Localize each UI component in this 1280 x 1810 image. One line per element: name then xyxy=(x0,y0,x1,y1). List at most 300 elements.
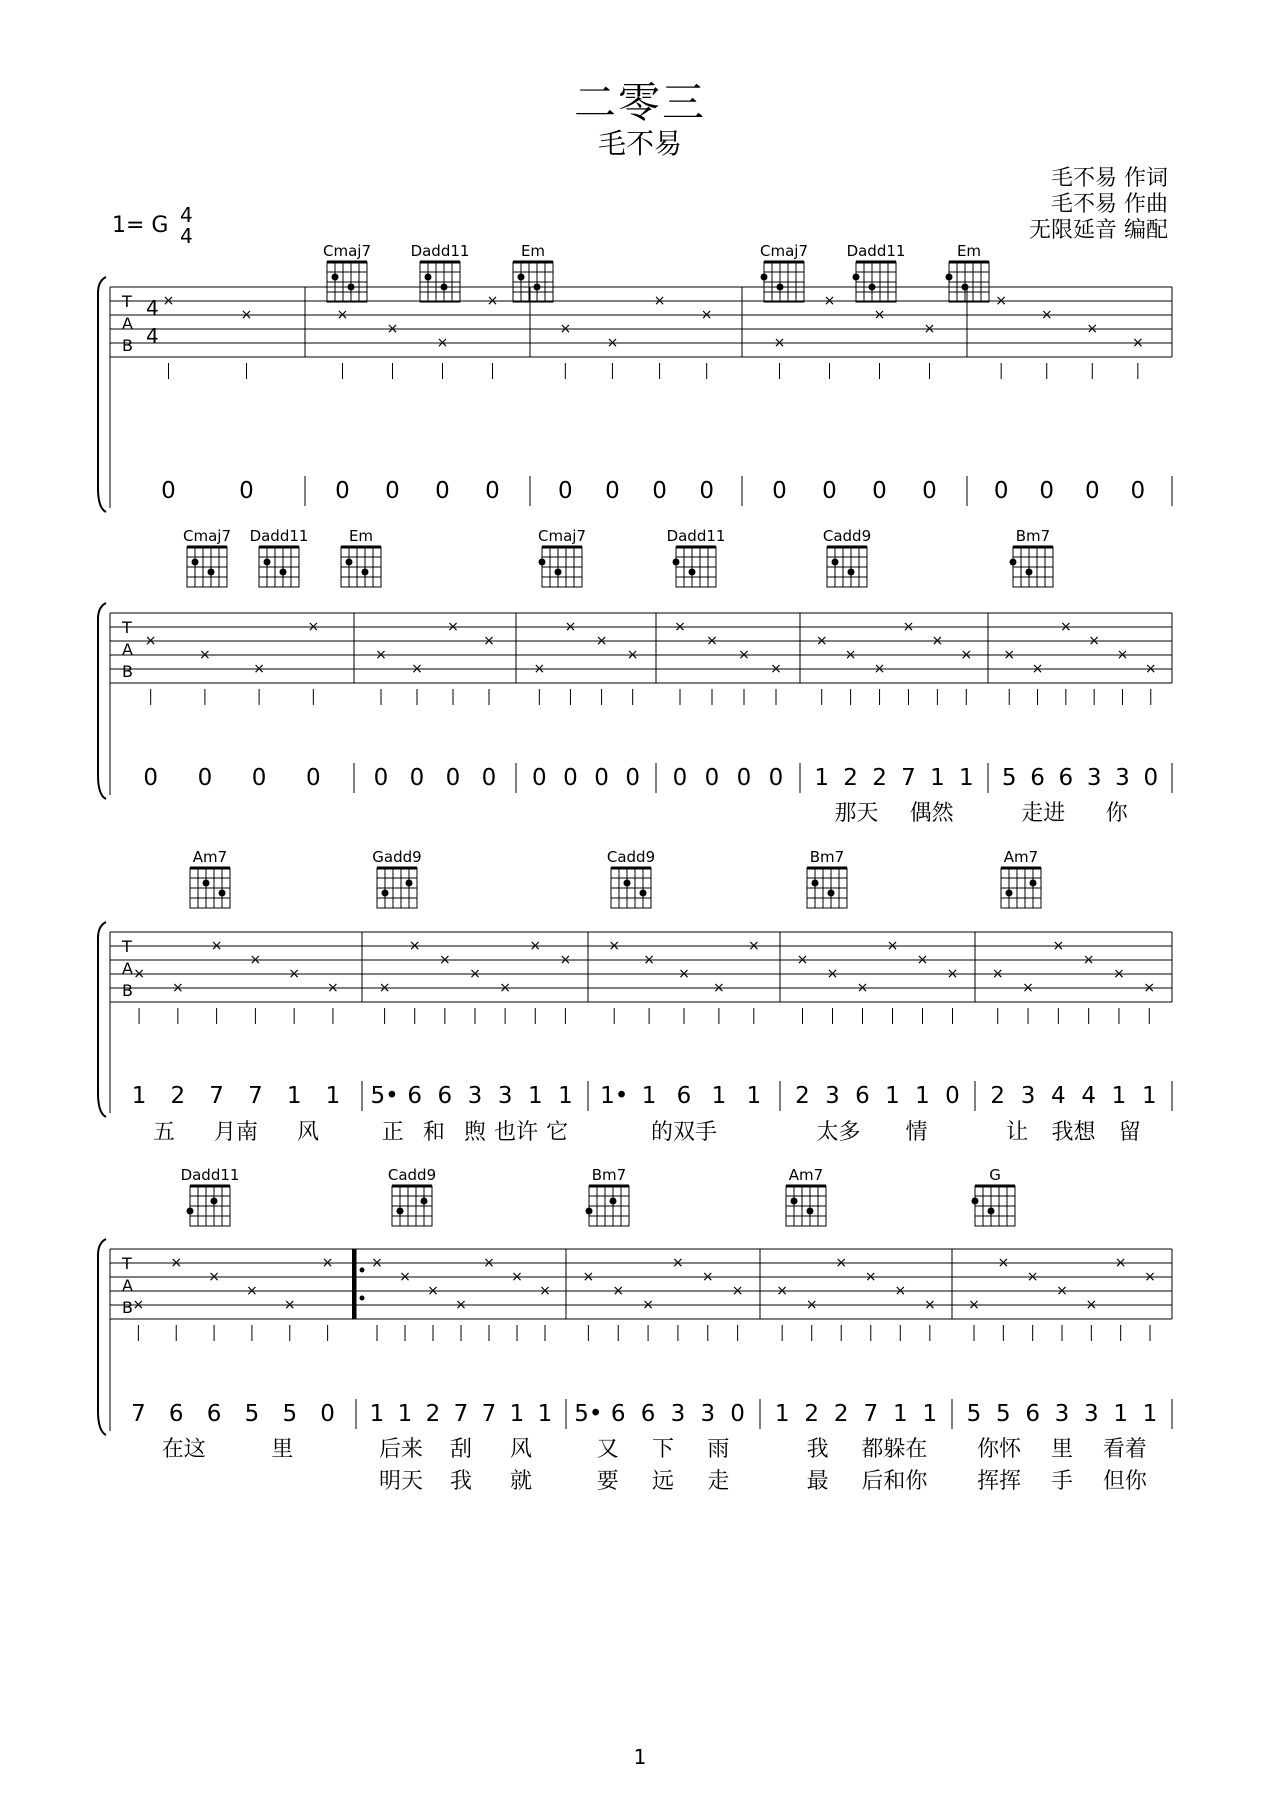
chord-finger-dot xyxy=(1030,880,1037,887)
jianpu-note: 3 xyxy=(700,1401,716,1427)
jianpu-note: 1 xyxy=(1113,1401,1128,1427)
chord-name: Am7 xyxy=(788,1166,824,1184)
jianpu-note: 6 xyxy=(676,1083,692,1109)
tab-mark: × xyxy=(873,661,886,677)
tab-mark: × xyxy=(1026,1269,1039,1285)
tab-mark: × xyxy=(995,293,1008,309)
tab-mark: × xyxy=(643,952,655,968)
jianpu-note: 7 xyxy=(481,1401,497,1427)
tab-mark: × xyxy=(208,1269,220,1285)
tab-mark: × xyxy=(835,1255,848,1271)
tab-clef-letter: A xyxy=(122,1276,133,1295)
tab-mark: × xyxy=(960,647,973,663)
jianpu-note: 4 xyxy=(1051,1083,1066,1109)
jianpu-note: 0 xyxy=(320,1401,335,1427)
chord-finger-dot xyxy=(624,880,631,887)
tab-mark: × xyxy=(864,1269,877,1285)
jianpu-note: 6 xyxy=(407,1083,423,1109)
lyric-line-2: 挥挥 xyxy=(977,1469,1022,1494)
lyric-line-2: 就 xyxy=(509,1469,533,1494)
lyric-line-1: 雨 xyxy=(707,1437,730,1462)
jianpu-note: 0 xyxy=(485,478,500,504)
tab-mark: × xyxy=(1003,647,1016,663)
tab-mark: × xyxy=(307,619,320,635)
chord-name: Dadd11 xyxy=(410,242,470,260)
tab-mark: × xyxy=(612,1283,625,1299)
jianpu-note: 6 xyxy=(206,1401,222,1427)
chord-finger-dot xyxy=(425,274,432,281)
tab-mark: × xyxy=(1085,1297,1098,1313)
chord-finger-dot xyxy=(518,274,525,281)
tab-mark: × xyxy=(469,966,481,982)
jianpu-note: 5 xyxy=(282,1401,298,1427)
jianpu-note: 5• xyxy=(370,1083,399,1109)
jianpu-note: 0 xyxy=(435,478,450,504)
jianpu-note: 7 xyxy=(131,1401,146,1427)
tab-mark: × xyxy=(288,966,301,982)
tab-mark: × xyxy=(991,966,1004,982)
chord-name: Em xyxy=(348,527,374,545)
jianpu-note: 0 xyxy=(1143,765,1159,791)
artist-name: 毛不易 xyxy=(597,127,682,160)
tab-mark: × xyxy=(642,1297,654,1313)
tab-mark: × xyxy=(483,1255,495,1271)
song-title: 二零三 xyxy=(573,78,706,127)
jianpu-note: 0 xyxy=(625,765,640,791)
tab-mark: × xyxy=(533,661,546,677)
jianpu-note: 1• xyxy=(600,1083,629,1109)
tab-mark: × xyxy=(731,1283,744,1299)
tab-mark: × xyxy=(170,1255,183,1271)
jianpu-note: 1 xyxy=(922,1401,938,1427)
tab-mark: × xyxy=(678,966,690,982)
lyric-line-2: 我 xyxy=(449,1469,473,1494)
tab-mark: × xyxy=(375,647,387,663)
credit-music: 毛不易 作曲 xyxy=(1051,192,1168,217)
tab-mark: × xyxy=(1113,966,1125,982)
jianpu-note: 2 xyxy=(170,1083,186,1109)
lyric-line-1: 的双手 xyxy=(650,1120,718,1145)
jianpu-note: 0 xyxy=(532,765,547,791)
jianpu-note: 2 xyxy=(804,1401,820,1427)
jianpu-note: 0 xyxy=(699,478,714,504)
jianpu-note: 1 xyxy=(711,1083,727,1109)
lyric-line-1: 走进 xyxy=(1021,801,1066,826)
chord-name: Bm7 xyxy=(591,1166,627,1184)
chord-name: Dadd11 xyxy=(846,242,906,260)
chord-name: Dadd11 xyxy=(180,1166,240,1184)
lyric-line-2: 手 xyxy=(1050,1469,1074,1494)
lyric-line-1: 正 xyxy=(381,1120,404,1145)
system-bracket xyxy=(98,922,106,1117)
jianpu-note: 0 xyxy=(197,765,213,791)
lyric-line-1: 看着 xyxy=(1102,1437,1147,1462)
chord-name: Cadd9 xyxy=(387,1166,437,1184)
chord-finger-dot xyxy=(962,284,969,291)
chord-finger-dot xyxy=(791,1198,798,1205)
tab-mark: × xyxy=(378,980,391,996)
jianpu-note: 3 xyxy=(1020,1083,1036,1109)
jianpu-note: 0 xyxy=(251,765,267,791)
tab-mark: × xyxy=(796,952,809,968)
chord-finger-dot xyxy=(640,890,647,897)
lyric-line-1: 五 xyxy=(152,1120,176,1145)
jianpu-note: 5 xyxy=(244,1401,260,1427)
chord-name: Cmaj7 xyxy=(760,242,808,260)
tab-clef-letter: T xyxy=(122,937,132,956)
jianpu-note: 0 xyxy=(563,765,578,791)
tab-mark: × xyxy=(1131,335,1144,351)
lyric-line-1: 偶然 xyxy=(909,801,954,826)
chord-finger-dot xyxy=(348,284,355,291)
tab-mark: × xyxy=(856,980,869,996)
jianpu-note: 1 xyxy=(286,1083,302,1109)
tab-mark: × xyxy=(564,619,577,635)
tab-mark: × xyxy=(815,633,828,649)
lyric-line-1: 里 xyxy=(1050,1437,1074,1462)
system-bracket xyxy=(98,1239,106,1435)
chord-name: Dadd11 xyxy=(249,527,309,545)
tab-mark: × xyxy=(1040,307,1053,323)
jianpu-note: 1 xyxy=(774,1401,790,1427)
chord-name: Cmaj7 xyxy=(323,242,371,260)
jianpu-note: 0 xyxy=(143,765,158,791)
jianpu-note: 6 xyxy=(640,1401,656,1427)
jianpu-note: 0 xyxy=(239,478,254,504)
chord-finger-dot xyxy=(777,284,784,291)
lyric-line-1: 太多 xyxy=(816,1120,861,1145)
tab-clef-letter: B xyxy=(122,981,133,1000)
chord-finger-dot xyxy=(332,274,339,281)
tab-mark: × xyxy=(408,938,421,954)
jianpu-note: 6 xyxy=(437,1083,453,1109)
tab-clef-letter: T xyxy=(122,292,132,311)
jianpu-note: 0 xyxy=(1130,478,1146,504)
tab-mark: × xyxy=(1086,321,1099,337)
lyric-line-1: 刮 xyxy=(449,1437,473,1462)
jianpu-note: 1 xyxy=(1111,1083,1127,1109)
jianpu-note: 6 xyxy=(855,1083,870,1109)
tab-mark: × xyxy=(823,293,836,309)
system-bracket xyxy=(98,277,106,512)
tab-mark: × xyxy=(844,647,857,663)
tab-mark: × xyxy=(826,966,839,982)
jianpu-note: 5 xyxy=(996,1401,1011,1427)
tab-mark: × xyxy=(559,952,572,968)
credit-lyrics: 毛不易 作词 xyxy=(1051,166,1168,191)
tab-mark: × xyxy=(997,1255,1010,1271)
tab-mark: × xyxy=(886,938,899,954)
tab-mark: × xyxy=(873,307,886,323)
tab-mark: × xyxy=(240,307,253,323)
chord-name: Cmaj7 xyxy=(183,527,231,545)
jianpu-note: 3 xyxy=(1115,765,1130,791)
tab-mark: × xyxy=(1031,661,1044,677)
jianpu-note: 0 xyxy=(605,478,620,504)
jianpu-note: 1 xyxy=(1141,1083,1157,1109)
chord-name: Am7 xyxy=(192,848,228,866)
lyric-line-2: 远 xyxy=(651,1469,675,1494)
tab-time-sig-bottom: 4 xyxy=(146,324,159,348)
jianpu-note: 1 xyxy=(746,1083,762,1109)
chord-finger-dot xyxy=(208,569,215,576)
tab-mark: × xyxy=(436,335,449,351)
tab-mark: × xyxy=(738,647,750,663)
jianpu-note: 5 xyxy=(966,1401,982,1427)
tab-mark: × xyxy=(1144,1269,1156,1285)
tab-mark: × xyxy=(246,1283,258,1299)
chord-name: G xyxy=(989,1166,1001,1184)
tab-mark: × xyxy=(210,938,223,954)
tab-clef-letter: B xyxy=(122,336,133,355)
tab-mark: × xyxy=(923,321,936,337)
chord-finger-dot xyxy=(586,1208,593,1215)
lyric-line-1: 风 xyxy=(509,1437,533,1462)
jianpu-note: 6 xyxy=(1025,1401,1040,1427)
tab-mark: × xyxy=(529,938,542,954)
jianpu-note: 1 xyxy=(131,1083,147,1109)
jianpu-note: 3 xyxy=(1086,765,1102,791)
jianpu-note: 0 xyxy=(822,478,837,504)
jianpu-note: 0 xyxy=(161,478,176,504)
jianpu-note: 0 xyxy=(768,765,784,791)
tab-mark: × xyxy=(486,293,499,309)
tab-mark: × xyxy=(399,1269,411,1285)
tab-mark: × xyxy=(144,633,157,649)
tab-mark: × xyxy=(336,307,349,323)
chord-finger-dot xyxy=(812,880,819,887)
tab-mark: × xyxy=(483,633,495,649)
jianpu-note: 0 xyxy=(409,765,425,791)
lyric-line-1: 你 xyxy=(1105,801,1128,826)
chord-name: Bm7 xyxy=(1015,527,1051,545)
jianpu-note: 5• xyxy=(574,1401,603,1427)
jianpu-note: 0 xyxy=(704,765,720,791)
tab-mark: × xyxy=(539,1283,551,1299)
jianpu-note: 0 xyxy=(1039,478,1055,504)
chord-finger-dot xyxy=(192,559,199,566)
chord-finger-dot xyxy=(1006,890,1013,897)
tab-mark: × xyxy=(162,293,175,309)
chord-finger-dot xyxy=(280,569,287,576)
jianpu-note: 4 xyxy=(1081,1083,1096,1109)
chord-finger-dot xyxy=(382,890,389,897)
lyric-line-1: 你怀 xyxy=(977,1437,1022,1462)
chord-name: Em xyxy=(956,242,982,260)
jianpu-note: 0 xyxy=(652,478,667,504)
chord-finger-dot xyxy=(187,1208,194,1215)
tab-mark: × xyxy=(1082,952,1095,968)
credit-arrangement: 无限延音 编配 xyxy=(1029,218,1168,243)
tab-mark: × xyxy=(931,633,944,649)
chord-name: Cadd9 xyxy=(606,848,656,866)
jianpu-note: 1 xyxy=(527,1083,543,1109)
tab-mark: × xyxy=(1052,938,1065,954)
lyric-line-1: 和 xyxy=(422,1120,445,1145)
chord-name: Am7 xyxy=(1003,848,1039,866)
chord-finger-dot xyxy=(761,274,768,281)
lyric-line-1: 都躲在 xyxy=(861,1437,928,1462)
key-signature: 1= G xyxy=(112,213,169,238)
chord-finger-dot xyxy=(534,284,541,291)
chord-finger-dot xyxy=(264,559,271,566)
jianpu-note: 1 xyxy=(892,1401,908,1427)
chord-finger-dot xyxy=(972,1198,979,1205)
jianpu-note: 2 xyxy=(990,1083,1006,1109)
lyric-line-2: 但你 xyxy=(1102,1469,1147,1494)
tab-mark: × xyxy=(1143,980,1156,996)
tab-mark: × xyxy=(916,952,929,968)
chord-finger-dot xyxy=(946,274,953,281)
tab-mark: × xyxy=(1116,647,1129,663)
lyric-line-1: 风 xyxy=(296,1120,320,1145)
chord-finger-dot xyxy=(610,1198,617,1205)
tab-mark: × xyxy=(253,661,265,677)
jianpu-note: 1 xyxy=(369,1401,385,1427)
tab-mark: × xyxy=(582,1269,595,1285)
tab-mark: × xyxy=(386,321,399,337)
lyric-line-1: 那天 xyxy=(834,801,879,826)
chord-finger-dot xyxy=(555,569,562,576)
jianpu-note: 0 xyxy=(1084,478,1100,504)
jianpu-note: 3 xyxy=(497,1083,513,1109)
tab-mark: × xyxy=(132,1297,145,1313)
tab-mark: × xyxy=(411,661,423,677)
tab-clef-letter: T xyxy=(122,618,132,637)
tab-mark: × xyxy=(608,938,621,954)
jianpu-note: 0 xyxy=(481,765,497,791)
chord-finger-dot xyxy=(211,1198,218,1205)
jianpu-note: 7 xyxy=(901,765,916,791)
tab-mark: × xyxy=(606,335,619,351)
chord-finger-dot xyxy=(406,880,413,887)
lyric-line-1: 让 xyxy=(1006,1120,1029,1145)
chord-name: Cmaj7 xyxy=(538,527,586,545)
chord-name: Gadd9 xyxy=(372,848,422,866)
tab-mark: × xyxy=(946,966,959,982)
jianpu-note: 6 xyxy=(1058,765,1074,791)
jianpu-note: 1 xyxy=(325,1083,341,1109)
jianpu-note: 1 xyxy=(814,765,830,791)
lyric-line-1: 月南 xyxy=(213,1120,259,1145)
chord-finger-dot xyxy=(853,274,860,281)
tab-clef-letter: A xyxy=(122,314,133,333)
repeat-dot xyxy=(360,1268,365,1273)
repeat-barline xyxy=(352,1249,356,1319)
jianpu-note: 7 xyxy=(209,1083,224,1109)
jianpu-note: 3 xyxy=(467,1083,483,1109)
lyric-line-1: 后来 xyxy=(378,1437,424,1462)
tab-mark: × xyxy=(371,1255,383,1271)
tab-mark: × xyxy=(776,1283,789,1299)
chord-name: Em xyxy=(520,242,546,260)
jianpu-note: 2 xyxy=(843,765,858,791)
tab-mark: × xyxy=(894,1283,907,1299)
jianpu-note: 3 xyxy=(825,1083,840,1109)
chord-finger-dot xyxy=(673,559,680,566)
tab-mark: × xyxy=(674,619,686,635)
jianpu-note: 1 xyxy=(397,1401,413,1427)
jianpu-note: 0 xyxy=(730,1401,745,1427)
chord-finger-dot xyxy=(397,1208,404,1215)
chord-finger-dot xyxy=(539,559,546,566)
page-number: 1 xyxy=(633,1745,647,1769)
lyric-line-1: 在这 xyxy=(161,1437,206,1462)
tab-mark: × xyxy=(1088,633,1101,649)
lyric-line-1: 它 xyxy=(546,1120,569,1145)
chord-finger-dot xyxy=(1026,569,1033,576)
tab-mark: × xyxy=(923,1297,936,1313)
chord-finger-dot xyxy=(362,569,369,576)
lyric-line-1: 又 xyxy=(596,1437,619,1462)
lyric-line-1: 煦 xyxy=(463,1120,487,1145)
lyric-line-1: 下 xyxy=(651,1437,675,1462)
jianpu-note: 0 xyxy=(772,478,787,504)
lyric-line-2: 走 xyxy=(707,1469,730,1494)
time-signature-top: 4 xyxy=(180,203,193,227)
chord-name: Dadd11 xyxy=(666,527,726,545)
tab-mark: × xyxy=(1022,980,1034,996)
tab-mark: × xyxy=(700,307,713,323)
tab-mark: × xyxy=(968,1297,980,1313)
lyric-line-1: 情 xyxy=(905,1120,928,1145)
jianpu-note: 3 xyxy=(1084,1401,1099,1427)
tab-mark: × xyxy=(321,1255,334,1271)
tab-mark: × xyxy=(447,619,459,635)
tab-mark: × xyxy=(747,938,760,954)
chord-finger-dot xyxy=(346,559,353,566)
lyric-line-1: 留 xyxy=(1118,1120,1141,1145)
chord-finger-dot xyxy=(828,890,835,897)
lyric-line-1: 我 xyxy=(806,1437,829,1462)
jianpu-note: 6 xyxy=(610,1401,626,1427)
tab-mark: × xyxy=(438,952,451,968)
jianpu-note: 1 xyxy=(885,1083,900,1109)
jianpu-note: 7 xyxy=(863,1401,879,1427)
jianpu-note: 0 xyxy=(558,478,573,504)
jianpu-note: 1 xyxy=(641,1083,657,1109)
tab-mark: × xyxy=(626,647,639,663)
tab-mark: × xyxy=(701,1269,714,1285)
chord-finger-dot xyxy=(807,1208,814,1215)
lyric-line-1: 我想 xyxy=(1051,1120,1096,1145)
time-signature-bottom: 4 xyxy=(180,224,193,248)
chord-finger-dot xyxy=(441,284,448,291)
jianpu-note: 0 xyxy=(945,1083,960,1109)
jianpu-note: 1 xyxy=(930,765,945,791)
jianpu-note: 1 xyxy=(558,1083,573,1109)
lyric-line-1: 也许 xyxy=(494,1120,539,1145)
lyric-line-2: 最 xyxy=(806,1469,829,1494)
tab-clef-letter: T xyxy=(122,1254,132,1273)
tab-clef-letter: B xyxy=(122,1298,133,1317)
jianpu-note: 3 xyxy=(670,1401,686,1427)
lyric-line-2: 后和你 xyxy=(861,1469,928,1494)
tab-mark: × xyxy=(427,1283,439,1299)
jianpu-note: 1 xyxy=(509,1401,525,1427)
jianpu-note: 2 xyxy=(795,1083,810,1109)
tab-mark: × xyxy=(1114,1255,1127,1271)
tab-mark: × xyxy=(455,1297,467,1313)
chord-finger-dot xyxy=(832,559,839,566)
tab-clef-letter: A xyxy=(122,640,133,659)
lyric-line-2: 要 xyxy=(596,1469,619,1494)
jianpu-note: 1 xyxy=(915,1083,930,1109)
chord-name: Bm7 xyxy=(809,848,845,866)
chord-finger-dot xyxy=(689,569,696,576)
tab-mark: × xyxy=(653,293,666,309)
tab-mark: × xyxy=(327,980,339,996)
